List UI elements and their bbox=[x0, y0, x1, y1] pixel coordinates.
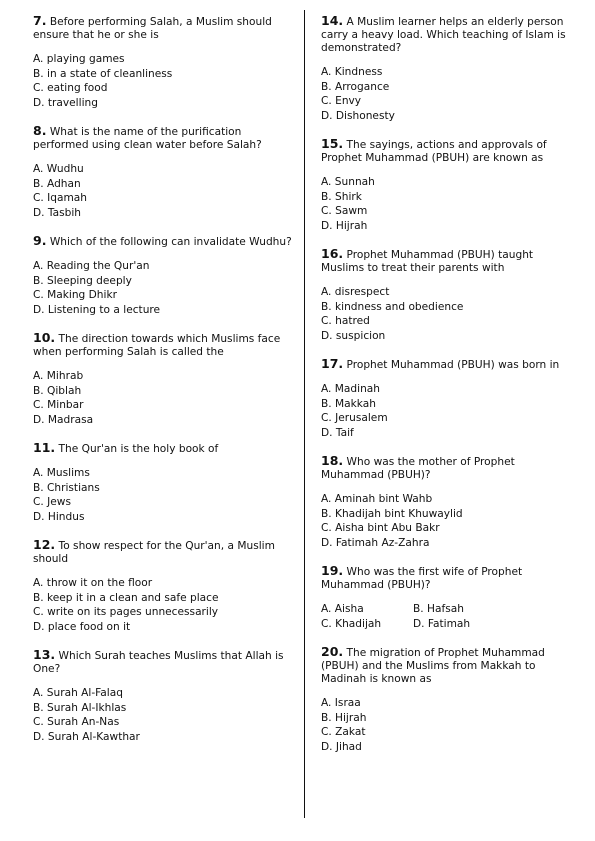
option-c: C. Sawm bbox=[321, 205, 368, 217]
option-b: B. Qiblah bbox=[33, 384, 82, 397]
option-a: A. Israa bbox=[321, 697, 361, 709]
option-list bbox=[33, 162, 295, 220]
question-text: The migration of Prophet Muhammad (PBUH) and the Muslims from Makkah to Madinah is known as bbox=[321, 647, 545, 685]
option-d: D. Fatimah Az-Zahra bbox=[321, 536, 430, 549]
question-number: 9. bbox=[33, 233, 47, 248]
question-17 bbox=[321, 357, 573, 440]
option-b: B. Arrogance bbox=[321, 80, 390, 93]
column-divider bbox=[304, 10, 305, 818]
question-number: 7. bbox=[33, 13, 47, 28]
option-d: D. Surah Al-Kawthar bbox=[33, 730, 140, 743]
option-b: B. kindness and obedience bbox=[321, 300, 464, 313]
option-b: B. in a state of cleanliness bbox=[33, 67, 173, 80]
question-text: The Qur'an is the holy book of bbox=[58, 443, 219, 455]
option-d: D. Tasbih bbox=[33, 206, 82, 219]
question-number: 16. bbox=[321, 246, 344, 261]
option-list bbox=[321, 382, 573, 440]
option-c: C. Envy bbox=[321, 95, 362, 107]
option-b: B. Adhan bbox=[33, 177, 81, 190]
option-list bbox=[321, 602, 573, 631]
option-c: C. Minbar bbox=[33, 399, 84, 411]
option-c: C. eating food bbox=[33, 82, 108, 94]
option-list bbox=[33, 576, 295, 634]
option-c: C. Surah An-Nas bbox=[33, 716, 120, 728]
option-c: C. Jerusalem bbox=[321, 412, 388, 424]
question-13 bbox=[33, 648, 295, 744]
question-18 bbox=[321, 454, 573, 550]
option-b: B. Sleeping deeply bbox=[33, 274, 132, 287]
option-d: D. Jihad bbox=[321, 740, 362, 753]
question-text: The direction towards which Muslims face when performing Salah is called the bbox=[33, 333, 281, 358]
question-number: 8. bbox=[33, 123, 47, 138]
option-a: A. Madinah bbox=[321, 383, 381, 395]
question-number: 20. bbox=[321, 644, 344, 659]
option-c: C. Zakat bbox=[321, 726, 366, 738]
question-number: 18. bbox=[321, 453, 344, 468]
option-a: A. Aminah bint Wahb bbox=[321, 493, 433, 505]
option-d: D. place food on it bbox=[33, 620, 131, 633]
option-a: A. Sunnah bbox=[321, 176, 375, 188]
option-b: B. Khadijah bint Khuwaylid bbox=[321, 507, 463, 520]
option-d: D. travelling bbox=[33, 96, 98, 109]
question-16 bbox=[321, 247, 573, 343]
question-19 bbox=[321, 564, 573, 631]
question-12 bbox=[33, 538, 295, 634]
option-a: A. Aisha bbox=[321, 603, 364, 615]
option-list bbox=[321, 285, 573, 343]
option-d: D. Hijrah bbox=[321, 219, 368, 232]
option-d: D. Hindus bbox=[33, 510, 85, 523]
question-number: 12. bbox=[33, 537, 56, 552]
question-20 bbox=[321, 645, 573, 754]
question-text: A Muslim learner helps an elderly person carry a heavy load. Which teaching of Islam is demonstrated? bbox=[321, 16, 566, 54]
question-text: Prophet Muhammad (PBUH) was born in bbox=[346, 359, 560, 371]
option-c: C. Jews bbox=[33, 496, 71, 508]
question-number: 19. bbox=[321, 563, 344, 578]
question-number: 10. bbox=[33, 330, 56, 345]
question-text: The sayings, actions and approvals of Prophet Muhammad (PBUH) are known as bbox=[321, 139, 547, 164]
question-number: 14. bbox=[321, 13, 344, 28]
option-d: D. Listening to a lecture bbox=[33, 303, 161, 316]
option-b: B. Makkah bbox=[321, 397, 376, 410]
option-b: B. Hijrah bbox=[321, 711, 367, 724]
right-column bbox=[321, 14, 573, 768]
option-a: A. Wudhu bbox=[33, 163, 84, 175]
option-c: C. Iqamah bbox=[33, 192, 87, 204]
question-text: Which of the following can invalidate Wudhu? bbox=[49, 236, 292, 248]
option-list bbox=[321, 65, 573, 123]
option-list bbox=[321, 492, 573, 550]
option-d: D. Dishonesty bbox=[321, 109, 395, 122]
question-number: 11. bbox=[33, 440, 56, 455]
option-list bbox=[33, 686, 295, 744]
option-list bbox=[321, 696, 573, 754]
option-a: A. playing games bbox=[33, 53, 125, 65]
question-number: 15. bbox=[321, 136, 344, 151]
question-9 bbox=[33, 234, 295, 317]
question-number: 17. bbox=[321, 356, 344, 371]
question-11 bbox=[33, 441, 295, 524]
option-c: C. Khadijah bbox=[321, 617, 382, 630]
option-list bbox=[33, 52, 295, 110]
option-c: C. hatred bbox=[321, 315, 370, 327]
question-10 bbox=[33, 331, 295, 427]
option-list bbox=[33, 259, 295, 317]
option-b: B. Shirk bbox=[321, 190, 362, 203]
option-d: D. Taif bbox=[321, 426, 354, 439]
question-text: Which Surah teaches Muslims that Allah is One? bbox=[33, 650, 284, 675]
question-text: Who was the mother of Prophet Muhammad (PBUH)? bbox=[321, 456, 515, 481]
question-14 bbox=[321, 14, 573, 123]
question-15 bbox=[321, 137, 573, 233]
option-c: C. write on its pages unnecessarily bbox=[33, 606, 219, 618]
option-a: A. disrespect bbox=[321, 286, 390, 298]
option-a: A. Kindness bbox=[321, 66, 383, 78]
left-column bbox=[33, 14, 295, 758]
question-text: To show respect for the Qur'an, a Muslim should bbox=[33, 540, 275, 565]
option-a: A. Mihrab bbox=[33, 370, 84, 382]
option-c: C. Aisha bint Abu Bakr bbox=[321, 522, 440, 534]
question-text: Who was the first wife of Prophet Muhammad (PBUH)? bbox=[321, 566, 523, 591]
question-8 bbox=[33, 124, 295, 220]
question-text: Before performing Salah, a Muslim should ensure that he or she is bbox=[33, 16, 272, 41]
option-d: D. Madrasa bbox=[33, 413, 94, 426]
option-d: D. Fatimah bbox=[413, 617, 471, 630]
option-d: D. suspicion bbox=[321, 329, 386, 342]
option-b: B. Hafsah bbox=[413, 603, 464, 615]
option-list bbox=[321, 175, 573, 233]
option-list bbox=[33, 466, 295, 524]
option-b: B. keep it in a clean and safe place bbox=[33, 591, 219, 604]
option-a: A. Surah Al-Falaq bbox=[33, 687, 123, 699]
question-7 bbox=[33, 14, 295, 110]
option-a: A. Muslims bbox=[33, 467, 90, 479]
question-number: 13. bbox=[33, 647, 56, 662]
option-b: B. Christians bbox=[33, 481, 100, 494]
option-list bbox=[33, 369, 295, 427]
option-b: B. Surah Al-Ikhlas bbox=[33, 701, 127, 714]
option-c: C. Making Dhikr bbox=[33, 289, 117, 301]
question-text: What is the name of the purification performed using clean water before Salah? bbox=[33, 126, 262, 151]
question-text: Prophet Muhammad (PBUH) taught Muslims to treat their parents with bbox=[321, 249, 534, 274]
option-a: A. throw it on the floor bbox=[33, 577, 153, 589]
option-a: A. Reading the Qur'an bbox=[33, 260, 150, 272]
